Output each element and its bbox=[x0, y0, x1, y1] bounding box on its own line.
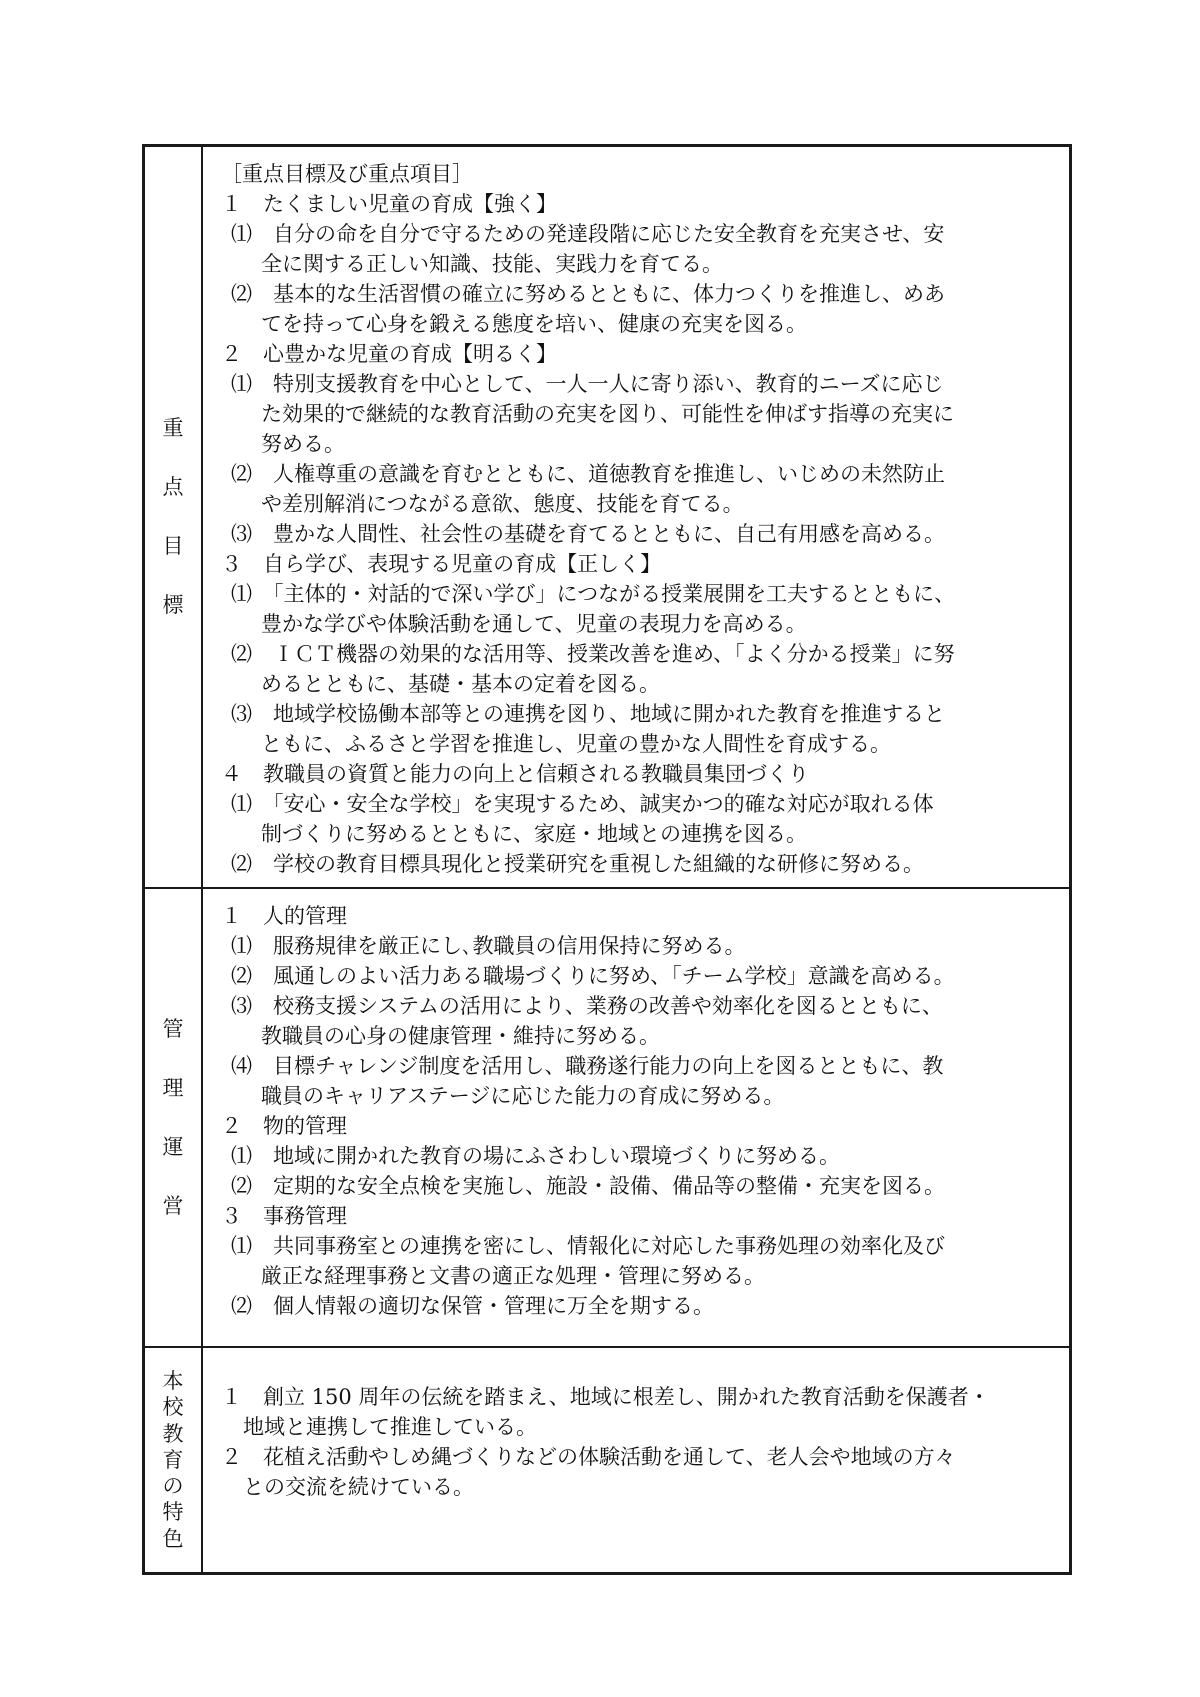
row-label-char: 色 bbox=[162, 1526, 184, 1551]
priority-goals-row bbox=[145, 147, 1069, 889]
list-item: ⑴ 自分の命を自分で守るための発達段階に応じた安全教育を充実させ、安 bbox=[231, 222, 945, 246]
management-label bbox=[145, 889, 203, 1346]
list-item: ⑴ 「主体的・対話的で深い学び」につながる授業展開を工夫するとともに、 bbox=[231, 582, 956, 606]
row-label-char: 理 bbox=[162, 1075, 184, 1100]
row-label-char: 本 bbox=[162, 1369, 184, 1394]
list-item: ⑴ 地域に開かれた教育の場にふさわしい環境づくりに努める。 bbox=[231, 1144, 840, 1168]
section-title: ２ 物的管理 bbox=[221, 1114, 347, 1138]
row-label-char: の bbox=[162, 1474, 184, 1499]
section-title: ３ 事務管理 bbox=[221, 1204, 347, 1228]
section-title: １ 創立 150 周年の伝統を踏まえ、地域に根差し、開かれた教育活動を保護者・ bbox=[221, 1385, 990, 1409]
list-item-continuation: ともに、ふるさと学習を推進し、児童の豊かな人間性を育成する。 bbox=[261, 732, 891, 756]
section-title: １ 人的管理 bbox=[221, 904, 347, 928]
section-heading: ［重点目標及び重点項目］ bbox=[221, 162, 473, 186]
list-item: ⑵ 基本的な生活習慣の確立に努めるとともに、体力つくりを推進し、めあ bbox=[231, 282, 945, 306]
section-title: ４ 教職員の資質と能力の向上と信頼される教職員集団づくり bbox=[221, 762, 809, 786]
section-title: １ たくましい児童の育成【強く】 bbox=[221, 192, 557, 216]
school-features-content bbox=[203, 1348, 1069, 1572]
list-item: ⑵ ＩＣＴ機器の効果的な活用等、授業改善を進め、「よく分かる授業」に努 bbox=[231, 642, 955, 666]
school-features-row bbox=[145, 1348, 1069, 1572]
list-item-continuation: た効果的で継続的な教育活動の充実を図り、可能性を伸ばす指導の充実に bbox=[261, 402, 954, 426]
section-title: ２ 花植え活動やしめ縄づくりなどの体験活動を通して、老人会や地域の方々 bbox=[221, 1445, 956, 1469]
list-item: ⑵ 個人情報の適切な保管・管理に万全を期する。 bbox=[231, 1294, 714, 1318]
list-item-continuation: 厳正な経理事務と文書の適正な処理・管理に努める。 bbox=[261, 1264, 765, 1288]
list-item: ⑵ 定期的な安全点検を実施し、施設・設備、備品等の整備・充実を図る。 bbox=[231, 1174, 945, 1198]
list-item-continuation: 努める。 bbox=[261, 432, 345, 456]
priority-goals-label bbox=[145, 147, 203, 887]
row-label-char: 運 bbox=[162, 1134, 184, 1159]
list-item-continuation: 教職員の心身の健康管理・維持に努める。 bbox=[261, 1024, 660, 1048]
section-title: ３ 自ら学び、表現する児童の育成【正しく】 bbox=[221, 552, 662, 576]
list-item: ⑴ 服務規律を厳正にし､教職員の信用保持に努める。 bbox=[231, 934, 746, 958]
row-label-char: 校 bbox=[162, 1395, 184, 1420]
list-item-continuation: 豊かな学びや体験活動を通して、児童の表現力を高める。 bbox=[261, 612, 807, 636]
list-item-continuation: めるとともに、基礎・基本の定着を図る。 bbox=[261, 672, 660, 696]
list-item: ⑵ 学校の教育目標具現化と授業研究を重視した組織的な研修に努める。 bbox=[231, 852, 924, 876]
row-label-char: 目 bbox=[162, 534, 184, 558]
row-label-char: 特 bbox=[162, 1500, 184, 1525]
list-item: ⑶ 地域学校協働本部等との連携を図り、地域に開かれた教育を推進すると bbox=[231, 702, 945, 726]
list-item: ⑴ 「安心・安全な学校」を実現するため、誠実かつ的確な対応が取れる体 bbox=[231, 792, 934, 816]
management-content bbox=[203, 889, 1069, 1346]
list-item: ⑶ 校務支援システムの活用により、業務の改善や効率化を図るとともに、 bbox=[231, 994, 943, 1018]
row-label-char: 管 bbox=[162, 1016, 184, 1041]
row-label-char: 育 bbox=[162, 1447, 184, 1472]
list-item: ⑵ 風通しのよい活力ある職場づくりに努め、「チーム学校」意識を高める。 bbox=[231, 964, 955, 988]
row-label-char: 点 bbox=[162, 475, 184, 499]
row-label-char: 重 bbox=[162, 416, 184, 440]
section-title: ２ 心豊かな児童の育成【明るく】 bbox=[221, 342, 557, 366]
text-line-continuation: 地域と連携して推進している。 bbox=[243, 1415, 537, 1439]
list-item: ⑶ 豊かな人間性、社会性の基礎を育てるとともに、自己有用感を高める。 bbox=[231, 522, 945, 546]
list-item-continuation: や差別解消につながる意欲、態度、技能を育てる。 bbox=[261, 492, 744, 516]
row-label-char: 営 bbox=[162, 1193, 184, 1218]
management-row bbox=[145, 889, 1069, 1348]
school-plan-table bbox=[142, 144, 1072, 1575]
list-item: ⑴ 共同事務室との連携を密にし、情報化に対応した事務処理の効率化及び bbox=[231, 1234, 945, 1258]
list-item-continuation: てを持って心身を鍛える態度を培い、健康の充実を図る。 bbox=[261, 312, 807, 336]
list-item: ⑴ 特別支援教育を中心として、一人一人に寄り添い、教育的ニーズに応じ bbox=[231, 372, 944, 396]
row-label-char: 標 bbox=[162, 593, 184, 617]
list-item-continuation: 全に関する正しい知識、技能、実践力を育てる。 bbox=[261, 252, 723, 276]
list-item: ⑷ 目標チャレンジ制度を活用し、職務遂行能力の向上を図るとともに、教 bbox=[231, 1054, 944, 1078]
list-item-continuation: 職員のキャリアステージに応じた能力の育成に努める。 bbox=[261, 1084, 785, 1108]
school-features-label bbox=[145, 1348, 203, 1572]
priority-goals-content bbox=[203, 147, 1069, 887]
list-item-continuation: 制づくりに努めるとともに、家庭・地域との連携を図る。 bbox=[261, 822, 807, 846]
text-line-continuation: との交流を続けている。 bbox=[243, 1475, 474, 1499]
list-item: ⑵ 人権尊重の意識を育むとともに、道徳教育を推進し、いじめの未然防止 bbox=[231, 462, 945, 486]
row-label-char: 教 bbox=[162, 1421, 184, 1446]
